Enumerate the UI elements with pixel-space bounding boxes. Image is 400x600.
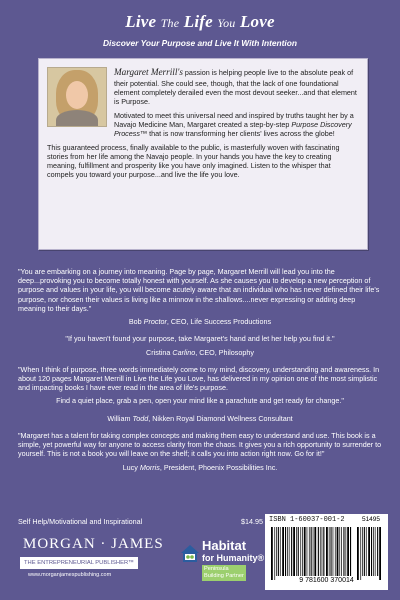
price-label: $14.95 [241,517,263,526]
publisher-url: www.morganjamespublishing.com [28,572,112,578]
testimonial-attribution: Lucy Morris, President, Phoenix Possibilities Inc. [122,462,278,472]
testimonial-quote: "Margaret has a talent for taking complex concepts and making them easy to understand and use. This book is a simple, yet powerful way for anyone to access clarity from the chaos. It gives you a rich opportunity to surrender to yourself. This is not a book you will leave on the shelf; it calls you into action right now. Go for it!" [18,430,382,459]
testimonial-quote: "If you haven't found your purpose, take Margaret's hand and let her help you find it." [65,334,335,344]
testimonial-quote: "You are embarking on a journey into meaning. Page by page, Margaret Merrill will lead you into the deep...provoking you to become totally honest with yourself. As she causes you to develop a new perception of purpose and values in your life, you will become acutely aware that an individual who has never defined their life's purpose, nor chosen their values is living like a minnow in the shallows....never expressing or adding deep meaning to their days." [18,267,380,313]
book-subtitle: Discover Your Purpose and Live It With Intention [103,38,297,48]
testimonial-quote: "When I think of purpose, three words immediately come to my mind, discovery, understanding and awareness. In about 120 pages Margaret Merrill in Live the Life you Love, has delivered in my opinion one of the most simplistic and impacting books I have ever read in the area of life's purpose. [18,364,380,393]
testimonial-attribution: William Todd, Nikken Royal Diamond Wellness Consultant [107,413,293,423]
testimonial-continuation: Find a quiet place, grab a pen, open your mind like a parachute and get ready for change." [56,396,344,406]
author-name: Margaret Merrill's [114,67,183,77]
author-description-panel [38,58,368,250]
process-paragraph: Motivated to meet this universal need and inspired by truths taught her by a Navajo Medicine Man, Margaret created a step-by-step Purpose Discovery Process™ that is now transforming her clients' lives across the globe! [114,110,354,138]
testimonials-section [18,267,382,480]
testimonial-attribution: Bob Proctor, CEO, Life Success Productions [128,317,272,327]
publisher-tagline: THE ENTREPRENEURIAL PUBLISHER™ [20,557,138,569]
guarantee-paragraph: This guaranteed process, finally available to the public, is masterfully woven with fascinating stories from her life among the Navajo people. In your hands you have the key to creating meaning, fulfillment and prosperity like you have only imagined. Listen to the whisper that compels you toward your purpose...and live the life you love. [47,142,340,180]
book-title: Live The Life You Love [125,12,275,31]
habitat-logo: Habitat for Humanity® Peninsula Building Partner [178,533,258,587]
price-code: 51495 [361,516,381,523]
author-intro-paragraph: Margaret Merrill's passion is helping people live to the absolute peak of their potential. She could see, though, that the lack of one foundational element completely derailed even the most devout seeker...and that element is Purpose. [114,67,357,106]
barcode-number: 9 781600 370014 [299,577,354,584]
author-photo [47,67,107,127]
publisher-logo [18,533,164,587]
isbn-barcode [265,514,388,590]
house-icon [178,541,202,565]
barcode-bars [270,527,352,580]
publisher-name: MORGAN · JAMES [23,536,164,552]
category-and-price [18,517,263,526]
category-label: Self Help/Motivational and Inspirational [18,517,143,526]
isbn-label: ISBN 1-60037-001-2 [269,516,345,524]
testimonial-attribution: Cristina Carlino, CEO, Philosophy [146,347,254,357]
addon-bars [356,527,381,580]
